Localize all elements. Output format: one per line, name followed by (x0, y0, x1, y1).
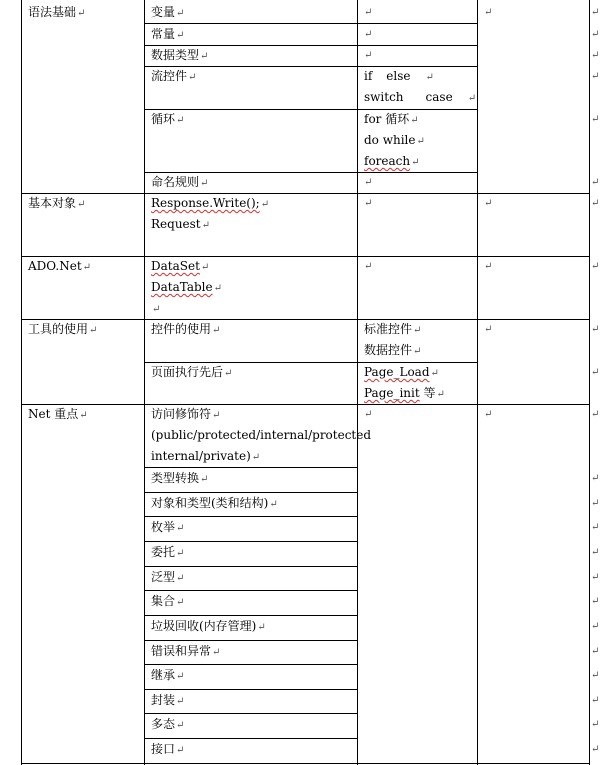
topic-encapsulation: 封装↵ (151, 693, 185, 707)
row-end-mark: ↵ (591, 114, 600, 125)
page-events: Page_Load↵ Page_init 等↵ (364, 365, 445, 400)
cell-mark: ↵ (484, 324, 493, 335)
topic-naming-rules: 命名规则↵ (151, 175, 209, 189)
row-end-mark: ↵ (591, 409, 600, 420)
category-basic-objects: 基本对象↵ (28, 196, 86, 210)
loop-keywords: for 循环↵ do while↵ foreach↵ (364, 112, 425, 168)
topic-control-usage: 控件的使用↵ (151, 322, 221, 336)
topic-interface: 接口↵ (151, 742, 185, 756)
topic-collections: 集合↵ (151, 594, 185, 608)
row-end-mark: ↵ (591, 29, 600, 40)
cell-mark: ↵ (484, 409, 493, 420)
category-syntax: 语法基础↵ (28, 5, 86, 19)
topic-access-modifiers: 访问修饰符↵ (public/protected/internal/protected internal/private)↵ (151, 407, 372, 463)
cell-mark: ↵ (364, 29, 373, 40)
row-end-mark: ↵ (591, 324, 600, 335)
category-net: Net 重点↵ (28, 407, 88, 421)
topic-constant: 常量↵ (151, 27, 185, 41)
row-end-mark: ↵ (591, 367, 600, 378)
row-end-mark: ↵ (591, 596, 600, 607)
cell-mark: ↵ (484, 7, 493, 18)
ado-net-list: DataSet↵ DataTable↵ ↵ (151, 259, 222, 315)
row-end-mark: ↵ (591, 719, 600, 730)
row-end-mark: ↵ (591, 50, 600, 61)
row-end-mark: ↵ (591, 7, 600, 18)
row-end-mark: ↵ (591, 177, 600, 188)
cell-mark: ↵ (484, 198, 493, 209)
topic-inheritance: 继承↵ (151, 668, 185, 682)
cell-mark: ↵ (364, 7, 373, 18)
cell-mark: ↵ (484, 261, 493, 272)
topic-generics: 泛型↵ (151, 570, 185, 584)
row-end-mark: ↵ (591, 261, 600, 272)
control-types: 标准控件↵ 数据控件↵ (364, 322, 422, 357)
row-end-mark: ↵ (591, 547, 600, 558)
topic-errors-exceptions: 错误和异常↵ (151, 644, 221, 658)
category-tools: 工具的使用↵ (28, 322, 98, 336)
row-end-mark: ↵ (591, 572, 600, 583)
cell-mark: ↵ (364, 177, 373, 188)
row-end-mark: ↵ (591, 473, 600, 484)
cell-mark: ↵ (364, 198, 373, 209)
topic-enum: 枚举↵ (151, 520, 185, 534)
row-end-mark: ↵ (591, 522, 600, 533)
topic-page-order: 页面执行先后↵ (151, 365, 233, 379)
topic-garbage-collection: 垃圾回收(内存管理)↵ (151, 619, 266, 633)
topic-type-conversion: 类型转换↵ (151, 471, 209, 485)
row-end-mark: ↵ (591, 646, 600, 657)
row-end-mark: ↵ (591, 71, 600, 82)
topic-objects-types: 对象和类型(类和结构)↵ (151, 496, 278, 510)
topic-loop: 循环↵ (151, 112, 185, 126)
row-end-mark: ↵ (591, 695, 600, 706)
row-end-mark: ↵ (591, 670, 600, 681)
topic-variable: 变量↵ (151, 5, 185, 19)
topic-data-type: 数据类型↵ (151, 48, 209, 62)
topic-polymorphism: 多态↵ (151, 717, 185, 731)
topic-delegate: 委托↵ (151, 545, 185, 559)
topic-flow-control: 流控件↵ (151, 69, 197, 83)
category-ado-net: ADO.Net↵ (28, 259, 92, 273)
flow-control-keywords: if else ↵ switch case ↵ (364, 69, 477, 104)
row-end-mark: ↵ (591, 621, 600, 632)
cell-mark: ↵ (364, 409, 373, 420)
basic-objects-list: Response.Write();↵ Request↵ (151, 196, 270, 231)
row-end-mark: ↵ (591, 744, 600, 755)
row-end-mark: ↵ (591, 198, 600, 209)
row-end-mark: ↵ (591, 498, 600, 509)
cell-mark: ↵ (364, 50, 373, 61)
cell-mark: ↵ (364, 261, 373, 272)
